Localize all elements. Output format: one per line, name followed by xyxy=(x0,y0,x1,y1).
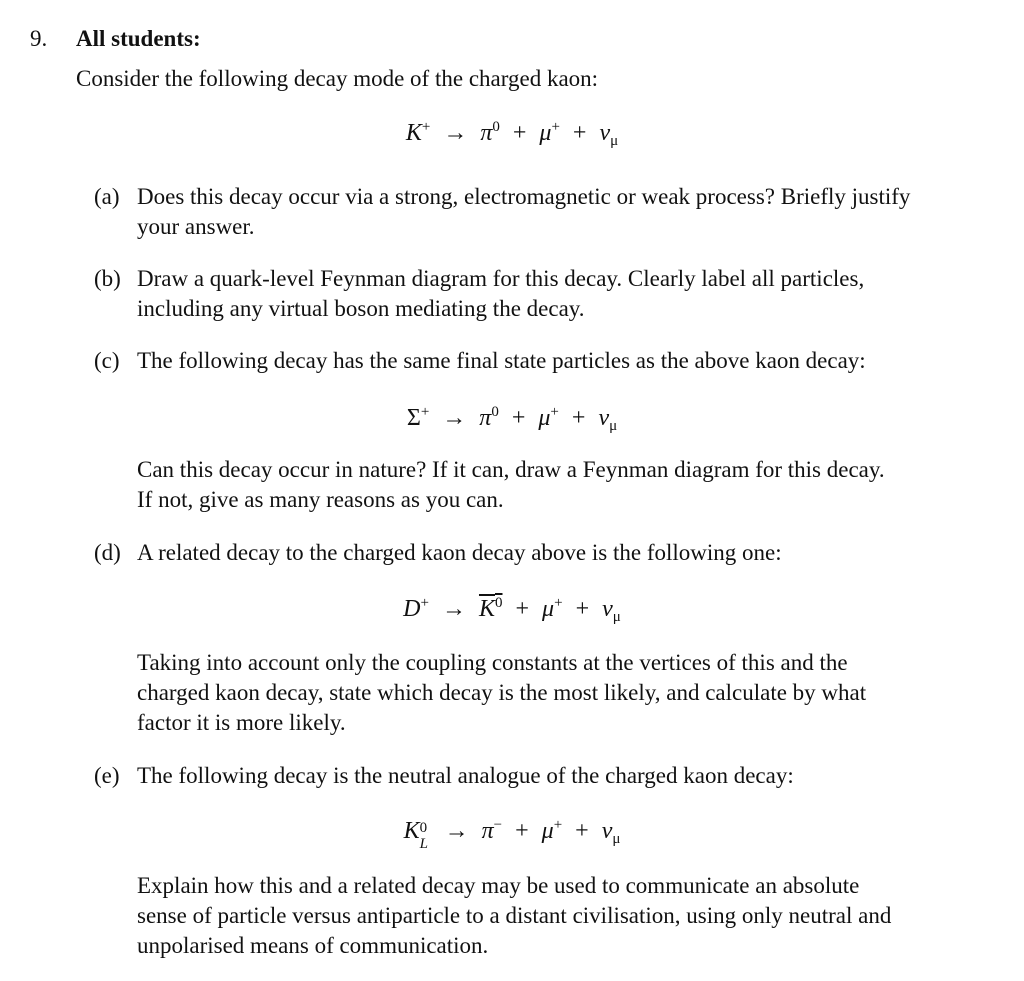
equation-sigma-decay xyxy=(0,403,1024,433)
eq-lhs-charge: + xyxy=(420,595,429,611)
part-e-question xyxy=(137,871,967,961)
eq-neutrino: ν xyxy=(601,818,613,844)
part-d-line: Taking into account only the coupling constants at the vertices of this and the xyxy=(137,650,848,675)
eq-lhs-charge: + xyxy=(420,404,430,420)
eq-plus: + xyxy=(511,405,526,431)
part-c-question xyxy=(137,455,967,515)
question-title: All students: xyxy=(76,26,201,51)
eq-muon: μ xyxy=(542,596,555,622)
eq-pion-charge: 0 xyxy=(491,404,499,420)
eq-muon-charge: + xyxy=(553,817,563,833)
eq-neutrino: ν xyxy=(602,596,613,622)
part-b-text xyxy=(137,264,967,324)
eq-muon: μ xyxy=(538,405,551,431)
eq-arrow: → xyxy=(443,120,468,146)
part-d-text: A related decay to the charged kaon decay above is the following one: xyxy=(137,540,782,565)
eq-lhs-charge: 0 xyxy=(419,820,428,836)
eq-plus: + xyxy=(515,596,530,622)
eq-arrow: → xyxy=(444,818,469,844)
eq-neutrino-flavor: μ xyxy=(612,831,621,847)
eq-plus: + xyxy=(571,405,586,431)
part-a-line: Does this decay occur via a strong, electromagnetic or weak process? Briefly justify xyxy=(137,184,911,209)
eq-pion: π xyxy=(479,405,492,431)
eq-lhs: K xyxy=(403,818,420,844)
part-c-label: (c) xyxy=(94,348,120,373)
eq-kaon-charge: 0 xyxy=(495,595,503,611)
eq-lhs: K xyxy=(405,120,422,146)
eq-lhs: D xyxy=(403,596,421,622)
eq-plus: + xyxy=(572,120,587,146)
part-d-line: factor it is more likely. xyxy=(137,710,346,735)
part-e-text: The following decay is the neutral analogue of the charged kaon decay: xyxy=(137,763,794,788)
part-d-question xyxy=(137,648,967,738)
eq-lhs-charge: + xyxy=(421,119,431,135)
eq-plus: + xyxy=(515,818,529,844)
eq-neutrino: ν xyxy=(598,405,610,431)
eq-arrow: → xyxy=(441,596,466,622)
part-e-label: (e) xyxy=(94,763,120,788)
part-a-text xyxy=(137,182,967,242)
part-b-line: Draw a quark-level Feynman diagram for this decay. Clearly label all particles, xyxy=(137,266,865,291)
eq-pion: π xyxy=(481,818,494,844)
eq-plus: + xyxy=(575,818,589,844)
part-a-line: your answer. xyxy=(137,214,255,239)
eq-lhs-subscript: L xyxy=(419,836,428,852)
eq-neutrino-flavor: μ xyxy=(612,609,621,625)
eq-pion-charge: 0 xyxy=(492,119,500,135)
eq-neutrino: ν xyxy=(599,120,611,146)
part-d-line: charged kaon decay, state which decay is the most likely, and calculate by what xyxy=(137,680,867,705)
part-e-line: unpolarised means of communication. xyxy=(137,933,489,958)
part-c-line: Can this decay occur in nature? If it can, draw a Feynman diagram for this decay. xyxy=(137,457,885,482)
question-number: 9. xyxy=(30,26,48,51)
part-c-text: The following decay has the same final state particles as the above kaon decay: xyxy=(137,348,866,373)
part-b-label: (b) xyxy=(94,266,121,291)
eq-muon: μ xyxy=(539,120,552,146)
eq-muon: μ xyxy=(541,818,554,844)
part-e-line: sense of particle versus antiparticle to a distant civilisation, using only neutral and xyxy=(137,903,892,928)
eq-lhs: Σ xyxy=(406,405,421,431)
question-intro: Consider the following decay mode of the charged kaon: xyxy=(76,66,599,91)
part-d-label: (d) xyxy=(94,540,121,565)
part-b-line: including any virtual boson mediating the decay. xyxy=(137,296,585,321)
eq-neutrino-flavor: μ xyxy=(609,418,618,434)
equation-d-meson-decay xyxy=(0,594,1024,624)
eq-neutrino-flavor: μ xyxy=(610,133,619,149)
part-c-line: If not, give as many reasons as you can. xyxy=(137,487,504,512)
equation-kaon-decay xyxy=(0,118,1024,148)
eq-kaon-symbol: K xyxy=(478,596,495,622)
eq-lhs-scripts xyxy=(419,820,432,852)
eq-arrow: → xyxy=(442,405,467,431)
eq-antikaon xyxy=(479,596,503,622)
equation-klong-decay xyxy=(0,816,1024,852)
eq-pion: π xyxy=(480,120,493,146)
eq-muon-charge: + xyxy=(550,404,559,420)
eq-muon-charge: + xyxy=(554,595,563,611)
part-e-line: Explain how this and a related decay may be used to communicate an absolute xyxy=(137,873,860,898)
eq-pion-charge: − xyxy=(493,817,503,833)
eq-plus: + xyxy=(575,596,590,622)
part-a-label: (a) xyxy=(94,184,120,209)
eq-muon-charge: + xyxy=(551,119,560,135)
eq-plus: + xyxy=(512,120,527,146)
